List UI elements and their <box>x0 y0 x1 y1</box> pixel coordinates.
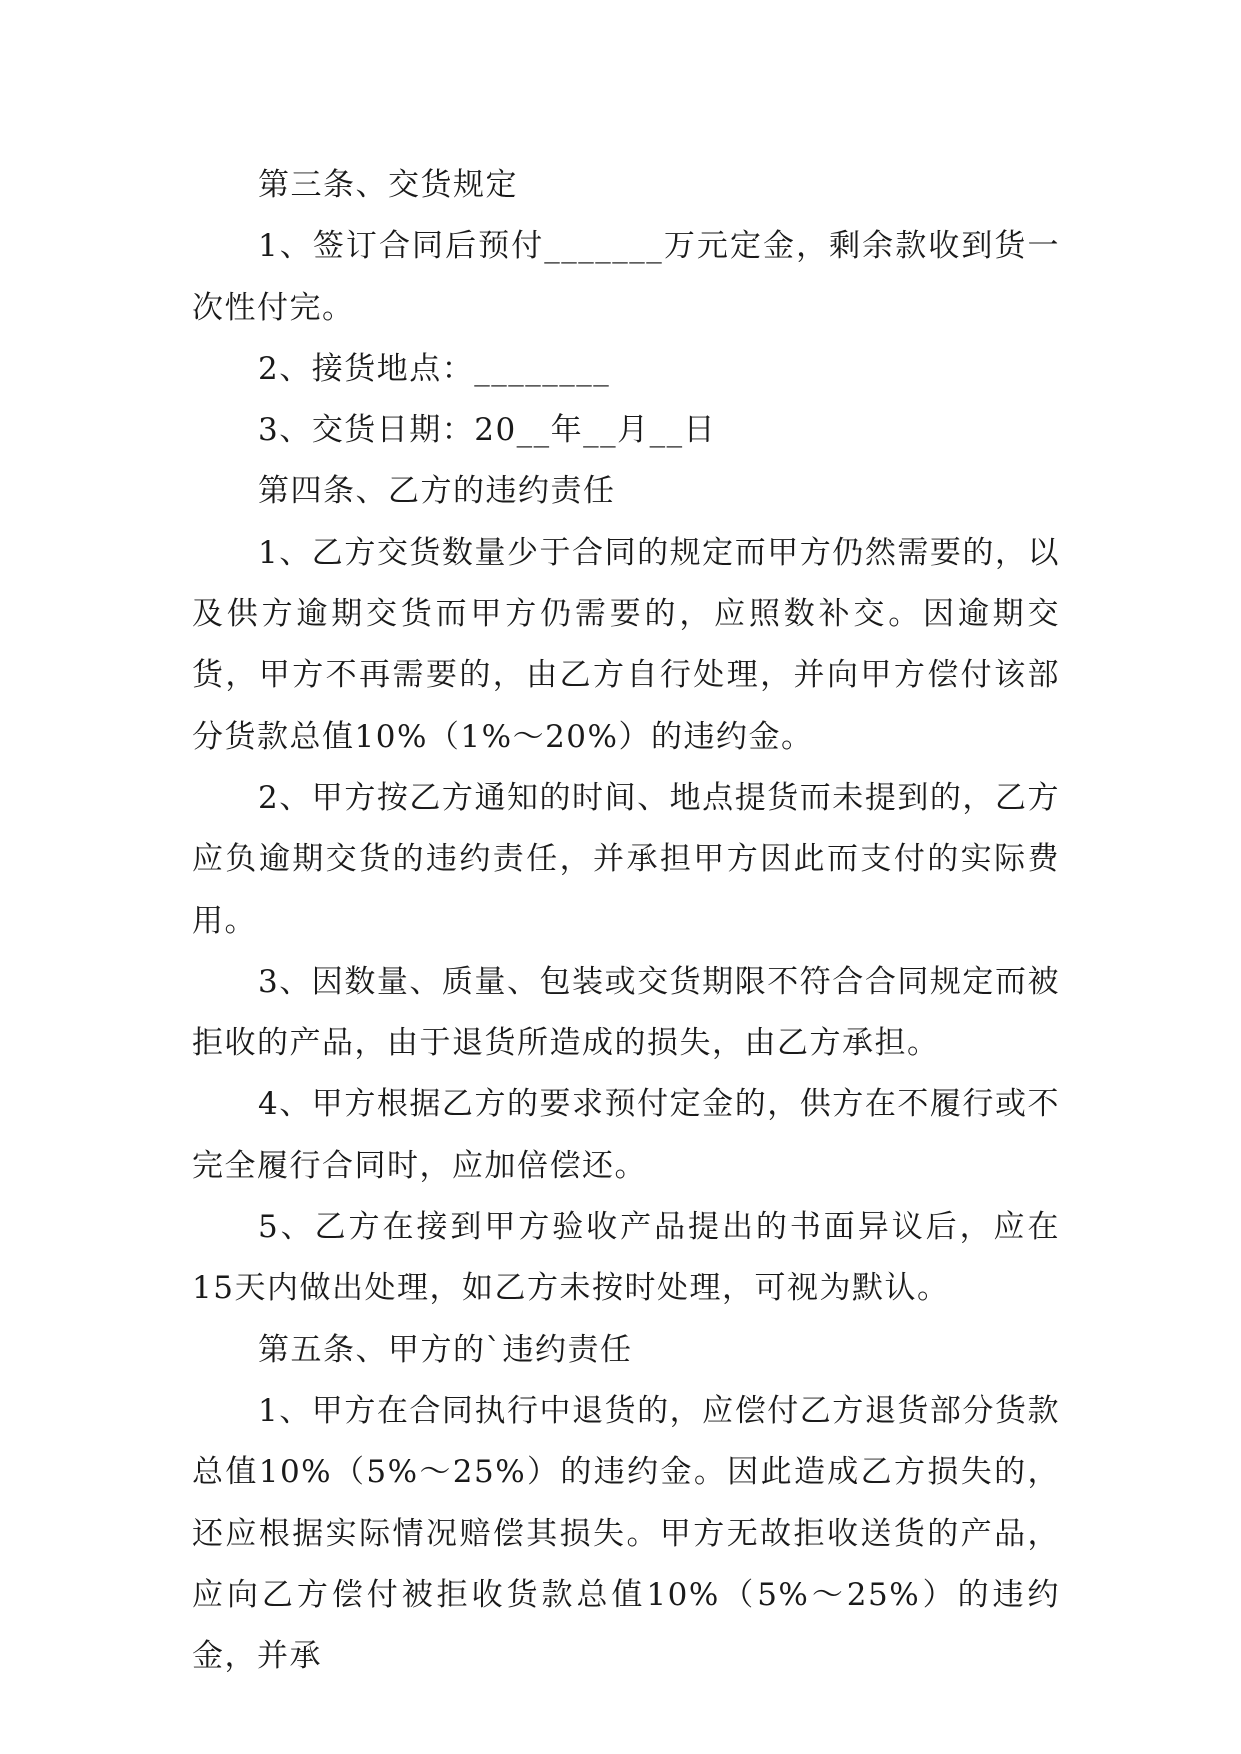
clause-4-1: 1、乙方交货数量少于合同的规定而甲方仍然需要的，以及供方逾期交货而甲方仍需要的，应照数补交。因逾期交货，甲方不再需要的，由乙方自行处理，并向甲方偿付该部分货款总值10%（1%～20%）的违约金。 <box>192 534 1060 755</box>
section-heading-3: 第三条、交货规定 <box>258 167 518 203</box>
clause-4-4: 4、甲方根据乙方的要求预付定金的，供方在不履行或不完全履行合同时，应加倍偿还。 <box>192 1086 1060 1184</box>
clause-5-1: 1、甲方在合同执行中退货的，应偿付乙方退货部分货款总值10%（5%～25%）的违约金。因此造成乙方损失的，还应根据实际情况赔偿其损失。甲方无故拒收送货的产品，应向乙方偿付被拒收货款总值10%（5%～25%）的违约金，并承 <box>192 1392 1060 1675</box>
section-heading-5: 第五条、甲方的`违约责任 <box>258 1331 633 1368</box>
clause-4-3: 3、因数量、质量、包装或交货期限不符合合同规定而被拒收的产品，由于退货所造成的损失，由乙方承担。 <box>192 963 1060 1062</box>
clause-3-1: 1、签订合同后预付_______万元定金，剩余款收到货一次性付完。 <box>192 228 1060 326</box>
clause-3-2: 2、接货地点：________ <box>258 350 611 387</box>
clause-3-3: 3、交货日期：20__年__月__日 <box>258 412 717 449</box>
clause-4-5: 5、乙方在接到甲方验收产品提出的书面异议后，应在15天内做出处理，如乙方未按时处理，可视为默认。 <box>192 1209 1060 1307</box>
document-body <box>192 155 1060 1687</box>
clause-4-2: 2、甲方按乙方通知的时间、地点提货而未提到的，乙方应负逾期交货的违约责任，并承担甲方因此而支付的实际费用。 <box>192 779 1060 939</box>
section-heading-4: 第四条、乙方的违约责任 <box>258 473 616 510</box>
